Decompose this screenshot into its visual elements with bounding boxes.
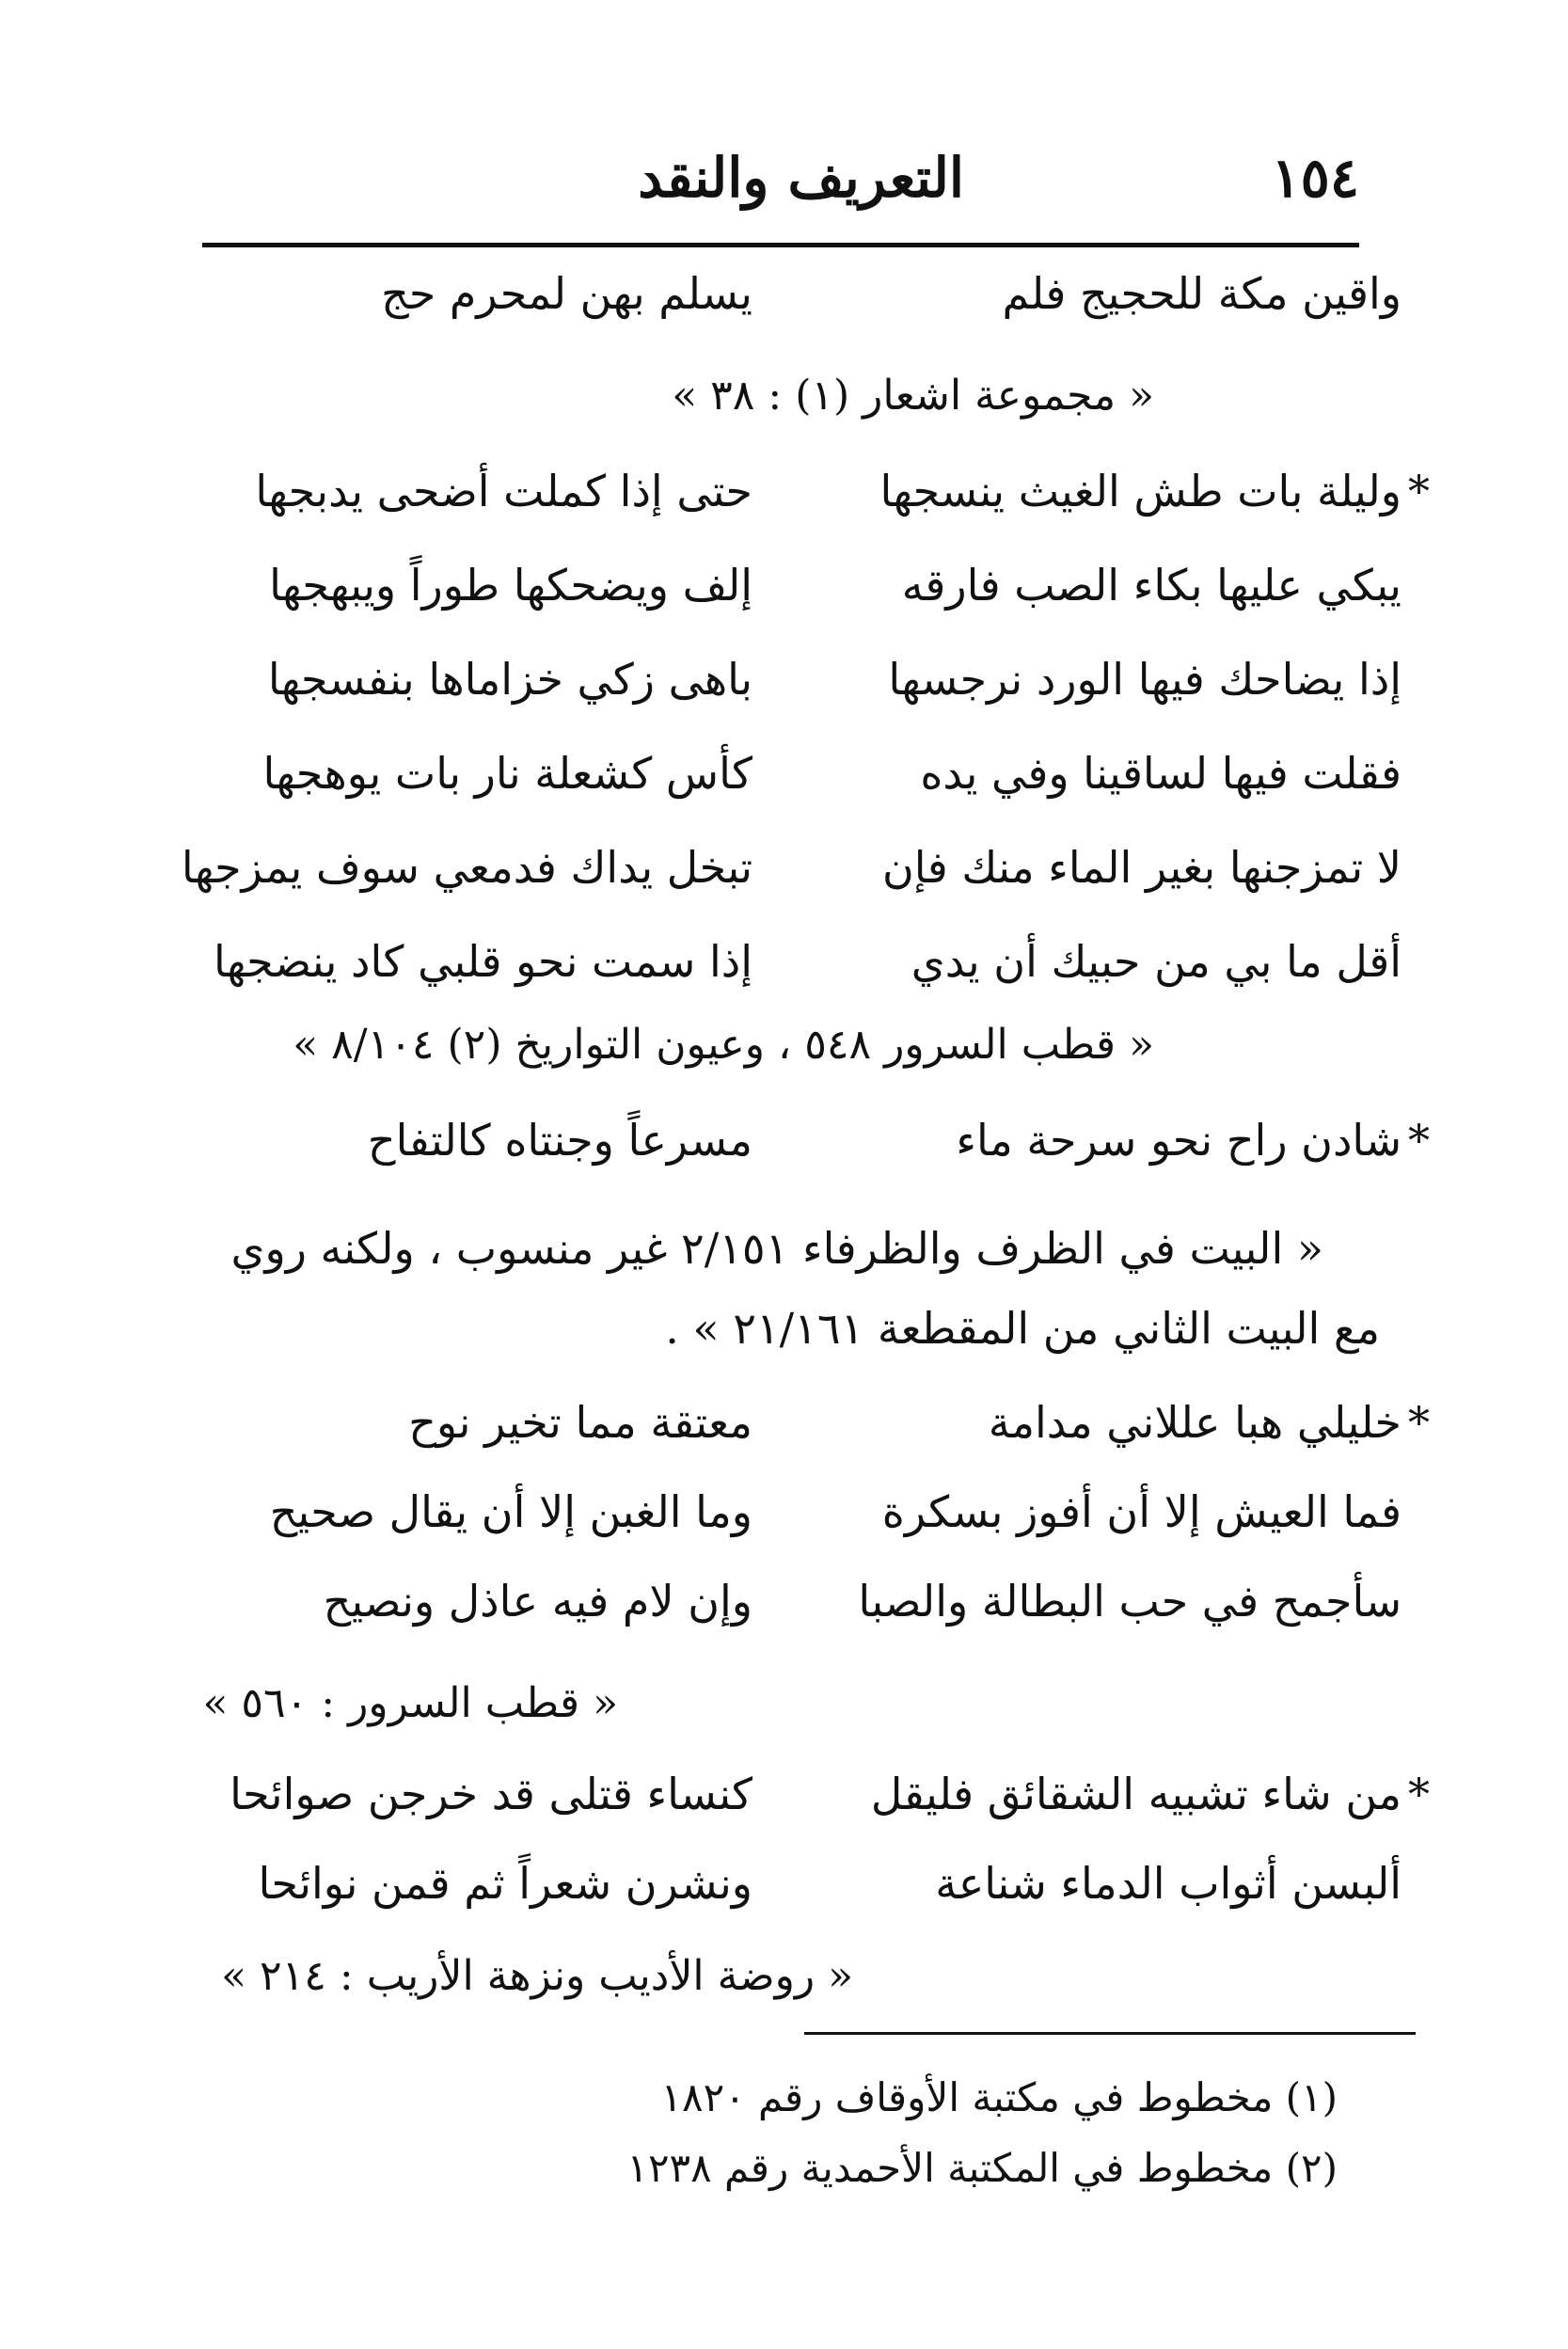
note-paragraph-line: مع البيت الثاني من المقطعة ٢١/١٦١ » . [665, 1303, 1380, 1354]
verse-line [188, 1576, 1402, 1651]
verse-line [188, 936, 1402, 1011]
verse-second-hemistich: يسلم بهن لمحرم حج [381, 268, 752, 319]
verse-line [188, 268, 1402, 343]
verse-line [181, 842, 1402, 917]
verse-second-hemistich: كنساء قتلى قد خرجن صوائحا [230, 1769, 752, 1819]
verse-second-hemistich: حتى إذا كملت أضحى يدبجها [255, 466, 752, 516]
verse-line [188, 1115, 1430, 1190]
verse-second-hemistich: كأس كشعلة نار بات يوهجها [262, 748, 752, 799]
verse-first-hemistich: إذا يضاحك فيها الورد نرجسها [888, 654, 1402, 705]
source-citation: « قطب السرور ٥٤٨ ، وعيون التواريخ (٢) ٨/١٠٤ » [293, 1021, 1154, 1069]
verse-second-hemistich: باهى زكي خزاماها بنفسجها [267, 654, 752, 705]
source-citation: « روضة الأديب ونزهة الأريب : ٢١٤ » [221, 1952, 853, 2000]
verse-second-hemistich: إلف ويضحكها طوراً ويبهجها [269, 560, 752, 611]
verse-line [188, 1486, 1402, 1562]
verse-first-hemistich: ألبسن أثواب الدماء شناعة [935, 1858, 1402, 1909]
verse-first-hemistich: لا تمزجنها بغير الماء منك فإن [881, 842, 1402, 893]
note-paragraph-line: « البيت في الظرف والظرفاء ٢/١٥١ غير منسوب ، ولكنه روي [230, 1223, 1323, 1274]
footnote: (٢) مخطوط في المكتبة الأحمدية رقم ١٢٣٨ [626, 2145, 1338, 2191]
verse-second-hemistich: وما الغبن إلا أن يقال صحيح [269, 1486, 752, 1537]
header-rule [202, 243, 1359, 247]
verse-second-hemistich: إذا سمت نحو قلبي كاد ينضجها [213, 936, 752, 987]
source-citation: « قطب السرور : ٥٦٠ » [202, 1679, 618, 1727]
verse-first-hemistich: أقل ما بي من حبيك أن يدي [911, 936, 1402, 987]
verse-marker: * [1408, 1397, 1430, 1448]
verse-first-hemistich: وليلة بات طش الغيث ينسجها [879, 466, 1402, 516]
page-number: ١٥٤ [1271, 146, 1359, 210]
verse-line [188, 560, 1402, 635]
verse-first-hemistich: فما العيش إلا أن أفوز بسكرة [881, 1486, 1402, 1537]
verse-first-hemistich: سأجمح في حب البطالة والصبا [858, 1576, 1402, 1627]
verse-first-hemistich: خليلي هبا عللاني مدامة [988, 1397, 1402, 1448]
verse-first-hemistich: شادن راح نحو سرحة ماء [956, 1115, 1402, 1166]
footnote-rule [804, 2032, 1416, 2035]
verse-line [188, 654, 1402, 729]
source-citation: « مجموعة اشعار (١) : ٣٨ » [672, 372, 1154, 420]
page-header [202, 146, 1359, 221]
verse-first-hemistich: من شاء تشبيه الشقائق فليقل [870, 1769, 1402, 1819]
verse-second-hemistich: تبخل يداك فدمعي سوف يمزجها [181, 842, 752, 893]
verse-second-hemistich: مسرعاً وجنتاه كالتفاح [367, 1115, 752, 1166]
verse-first-hemistich: فقلت فيها لساقينا وفي يده [920, 748, 1402, 799]
verse-line [188, 748, 1402, 823]
verse-line [188, 1397, 1430, 1472]
verse-first-hemistich: يبكي عليها بكاء الصب فارقه [901, 560, 1402, 611]
verse-line [188, 466, 1430, 541]
verse-line [188, 1858, 1402, 1933]
verse-second-hemistich: وإن لام فيه عاذل ونصيح [323, 1576, 752, 1627]
verse-line [188, 1769, 1430, 1844]
verse-second-hemistich: معتقة مما تخير نوح [408, 1397, 752, 1448]
verse-first-hemistich: واقين مكة للحجيج فلم [1002, 268, 1402, 319]
footnote: (١) مخطوط في مكتبة الأوقاف رقم ١٨٢٠ [660, 2074, 1338, 2120]
verse-second-hemistich: ونشرن شعراً ثم قمن نوائحا [258, 1858, 752, 1909]
running-title: التعريف والنقد [638, 146, 964, 210]
verse-marker: * [1408, 1115, 1430, 1166]
verse-marker: * [1408, 1769, 1430, 1819]
verse-marker: * [1408, 466, 1430, 516]
